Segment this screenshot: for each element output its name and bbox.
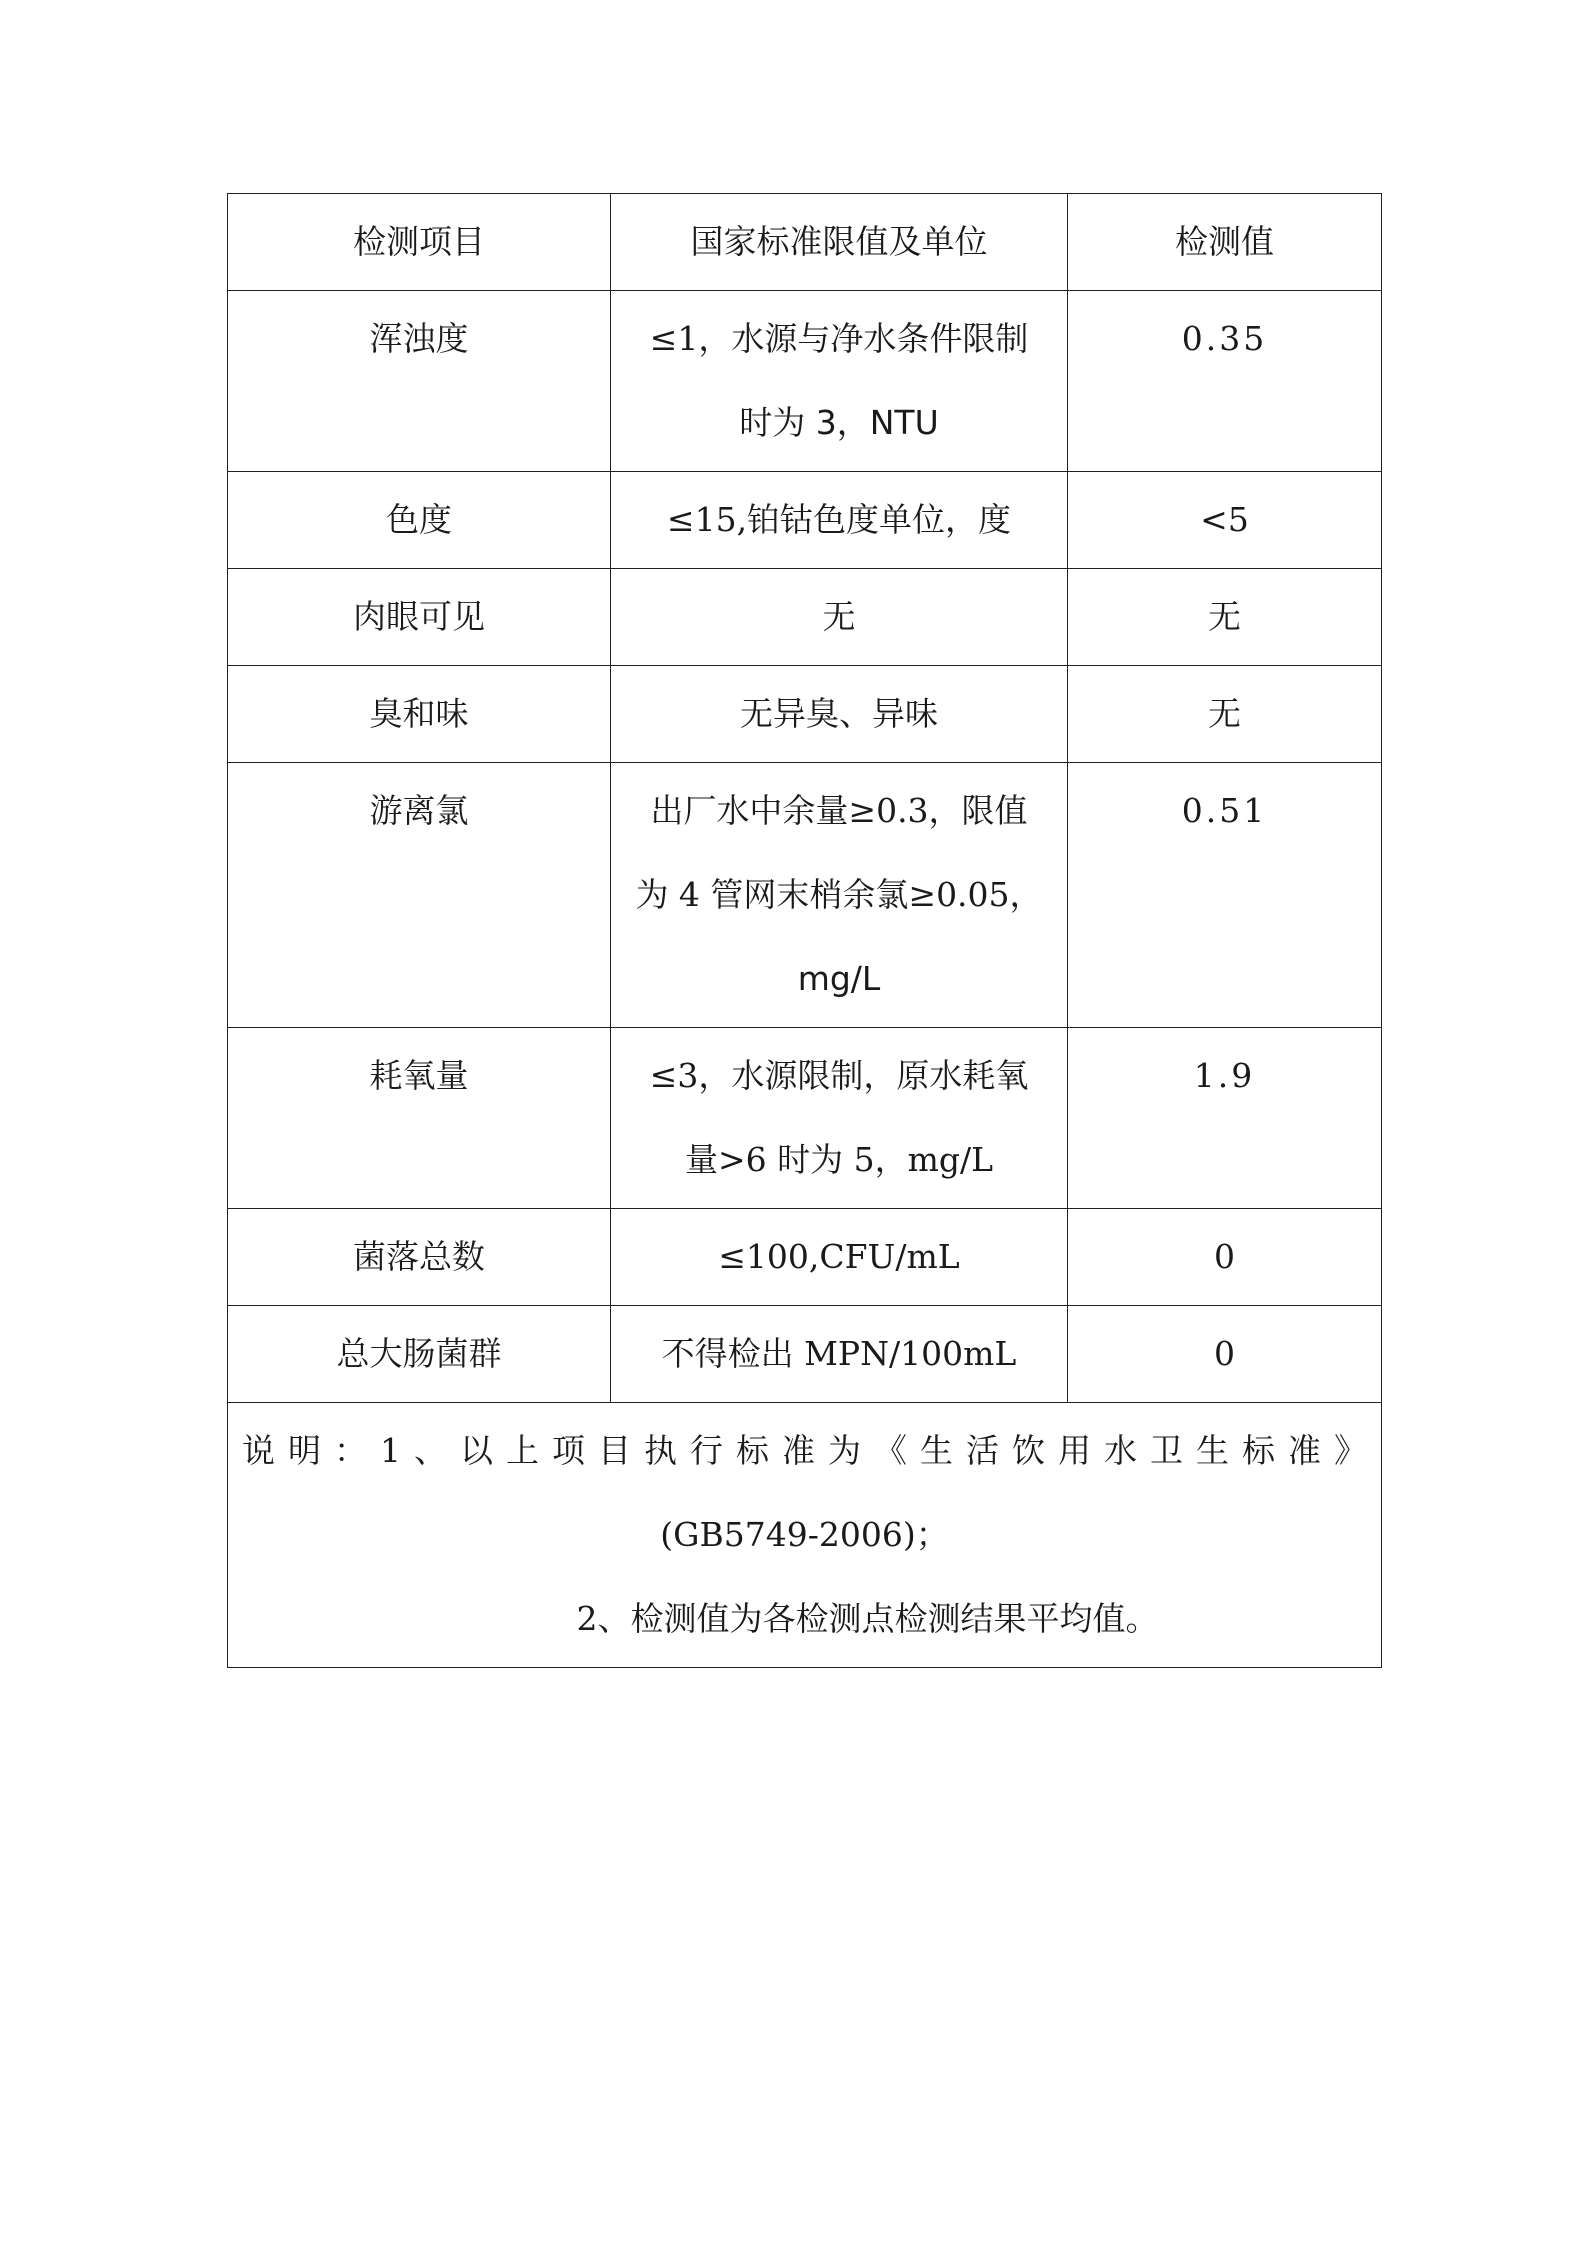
standard-line: 量>6 时为 5，mg/L	[684, 1140, 994, 1179]
item-cell: 耗氧量	[228, 1028, 611, 1209]
standard-line: ≤1，水源与净水条件限制	[649, 319, 1029, 358]
item-cell: 总大肠菌群	[228, 1306, 611, 1403]
table-row	[228, 763, 1382, 1028]
water-quality-table	[227, 193, 1382, 1668]
standard-cell: 不得检出 MPN/100mL	[611, 1306, 1068, 1403]
standard-cell: 无异臭、异味	[611, 666, 1068, 763]
value-cell: 1.9	[1068, 1028, 1382, 1209]
standard-line: ≤3，水源限制，原水耗氧	[649, 1056, 1029, 1095]
value-cell: 0.35	[1068, 291, 1382, 472]
table-row	[228, 1028, 1382, 1209]
header-item: 检测项目	[228, 194, 611, 291]
standard-line: 时为 3，NTU	[739, 403, 939, 442]
standard-line: 出厂水中余量≥0.3，限值	[650, 791, 1028, 830]
item-cell: 菌落总数	[228, 1209, 611, 1306]
notes-cell	[228, 1403, 1382, 1668]
note-line-3: 2、检测值为各检测点检测结果平均值。	[576, 1599, 1159, 1638]
table-row	[228, 1306, 1382, 1403]
item-cell: 游离氯	[228, 763, 611, 1028]
value-cell: 无	[1068, 666, 1382, 763]
table-row	[228, 666, 1382, 763]
standard-cell: 无	[611, 569, 1068, 666]
table-row	[228, 472, 1382, 569]
item-cell: 浑浊度	[228, 291, 611, 472]
note-line-2: (GB5749-2006)；	[660, 1515, 949, 1554]
value-cell: 0	[1068, 1306, 1382, 1403]
notes-row	[228, 1403, 1382, 1668]
item-cell: 肉眼可见	[228, 569, 611, 666]
table-row	[228, 569, 1382, 666]
value-cell: 0	[1068, 1209, 1382, 1306]
note-line-1: 说明：1、以上项目执行标准为《生活饮用水卫生标准》	[242, 1431, 1380, 1470]
header-value: 检测值	[1068, 194, 1382, 291]
table-row	[228, 291, 1382, 472]
value-cell: 0.51	[1068, 763, 1382, 1028]
standard-cell: ≤100,CFU/mL	[611, 1209, 1068, 1306]
header-standard: 国家标准限值及单位	[611, 194, 1068, 291]
value-cell: <5	[1068, 472, 1382, 569]
standard-line: mg/L	[797, 959, 881, 998]
standard-cell: ≤15,铂钴色度单位，度	[611, 472, 1068, 569]
table-row	[228, 1209, 1382, 1306]
item-cell: 色度	[228, 472, 611, 569]
table-header-row	[228, 194, 1382, 291]
standard-cell	[611, 763, 1068, 1028]
item-cell: 臭和味	[228, 666, 611, 763]
standard-line: 为 4 管网末梢余氯≥0.05，	[635, 875, 1043, 914]
standard-cell	[611, 1028, 1068, 1209]
standard-cell	[611, 291, 1068, 472]
value-cell: 无	[1068, 569, 1382, 666]
